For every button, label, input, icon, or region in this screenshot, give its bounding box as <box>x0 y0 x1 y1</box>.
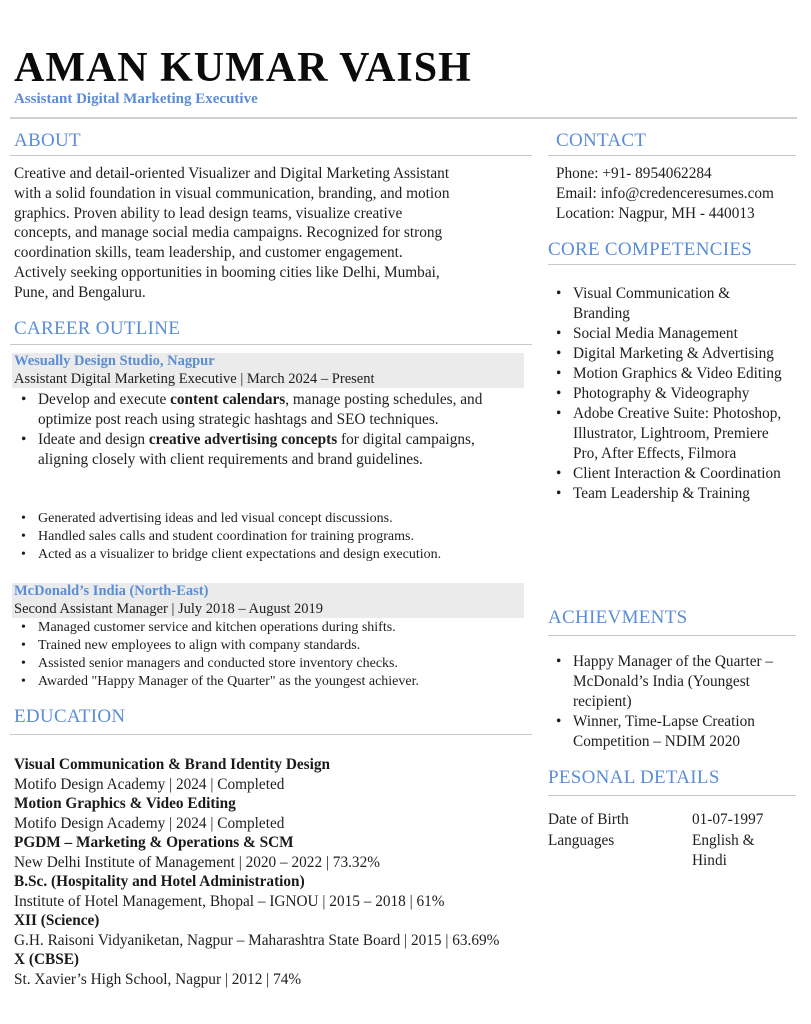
about-line: Pune, and Bengaluru. <box>14 283 146 301</box>
list-item: • Trained new employees to align with company standards. <box>14 637 526 655</box>
languages-value: English & Hindi <box>692 832 755 869</box>
edu-detail: G.H. Raisoni Vidyaniketan, Nagpur – Maharashtra State Board | 2015 | 63.69% <box>14 931 500 949</box>
list-item: • Ideate and design creative advertising concepts for digital campaigns, aligning closely with client requirements and brand guidelines. <box>14 430 526 470</box>
job-role: Second Assistant Manager | July 2018 – August 2019 <box>14 601 324 617</box>
contact-location: Location: Nagpur, MH - 440013 <box>556 204 755 222</box>
job-company: Wesually Design Studio, Nagpur <box>14 353 215 369</box>
list-item: • Motion Graphics & Video Editing <box>549 364 787 384</box>
personal-heading: PESONAL DETAILS <box>548 767 720 788</box>
education-list <box>14 755 534 989</box>
competencies-heading: CORE COMPETENCIES <box>548 239 753 260</box>
personal-divider <box>548 795 796 796</box>
edu-title: Motion Graphics & Video Editing <box>14 795 236 812</box>
list-item: • Handled sales calls and student coordination for training programs. <box>14 528 526 546</box>
list-item: • Managed customer service and kitchen operations during shifts. <box>14 619 526 637</box>
list-item: • Team Leadership & Training <box>549 484 787 504</box>
contact-email: Email: info@credenceresumes.com <box>556 184 774 202</box>
edu-detail: Institute of Hotel Management, Bhopal – IGNOU | 2015 – 2018 | 61% <box>14 892 445 910</box>
achievements-list <box>549 652 787 752</box>
career-divider <box>10 344 532 345</box>
about-heading: ABOUT <box>14 130 81 151</box>
edu-title: Visual Communication & Brand Identity Design <box>14 756 331 773</box>
list-item: • Adobe Creative Suite: Photoshop, Illustrator, Lightroom, Premiere Pro, After Effects, Filmora <box>549 404 787 464</box>
job-company: McDonald’s India (North-East) <box>14 583 209 599</box>
edu-title: X (CBSE) <box>14 951 80 968</box>
edu-title: PGDM – Marketing & Operations & SCM <box>14 834 294 851</box>
about-divider <box>10 155 532 156</box>
list-item: • Digital Marketing & Advertising <box>549 344 787 364</box>
dob-value: 01-07-1997 <box>692 811 764 828</box>
list-item: • Acted as a visualizer to bridge client expectations and design execution. <box>14 546 526 564</box>
about-text <box>14 164 539 303</box>
contact-phone: Phone: +91- 8954062284 <box>556 165 712 182</box>
job-bullets <box>14 390 526 470</box>
job-bullets <box>14 619 526 691</box>
list-item: • Winner, Time-Lapse Creation Competition – NDIM 2020 <box>549 712 787 752</box>
list-item: • Photography & Videography <box>549 384 787 404</box>
list-item: • Generated advertising ideas and led visual concept discussions. <box>14 510 526 528</box>
job-header <box>12 583 524 618</box>
about-line: concepts, and manage social media campaigns. Recognized for strong <box>14 224 443 242</box>
candidate-title: Assistant Digital Marketing Executive <box>14 91 258 107</box>
job-header <box>12 353 524 388</box>
list-item: • Client Interaction & Coordination <box>549 464 787 484</box>
edu-title: XII (Science) <box>14 912 100 929</box>
list-item: • Develop and execute content calendars, manage posting schedules, and optimize post reach using strategic hashtags and SEO techniques. <box>14 390 526 430</box>
dob-label: Date of Birth <box>548 811 629 828</box>
edu-detail: St. Xavier’s High School, Nagpur | 2012 | 74% <box>14 970 302 988</box>
edu-detail: Motifo Design Academy | 2024 | Completed <box>14 775 285 793</box>
education-heading: EDUCATION <box>14 706 126 727</box>
edu-title: B.Sc. (Hospitality and Hotel Administration) <box>14 873 305 890</box>
achievements-divider <box>548 635 796 636</box>
list-item: • Happy Manager of the Quarter – McDonald’s India (Youngest recipient) <box>549 652 787 712</box>
contact-divider <box>548 155 796 156</box>
list-item: • Assisted senior managers and conducted store inventory checks. <box>14 655 526 673</box>
about-line: Creative and detail-oriented Visualizer and Digital Marketing Assistant <box>14 165 450 182</box>
job-bullets-small <box>14 510 526 564</box>
contact-block <box>556 164 774 223</box>
edu-detail: New Delhi Institute of Management | 2020 – 2022 | 73.32% <box>14 853 380 871</box>
about-line: with a solid foundation in visual communication, branding, and motion <box>14 184 450 202</box>
list-item: • Visual Communication & Branding <box>549 284 787 324</box>
list-item: • Awarded "Happy Manager of the Quarter" as the youngest achiever. <box>14 673 526 691</box>
header-divider <box>10 117 797 119</box>
languages-label: Languages <box>548 832 615 849</box>
about-line: coordination skills, team leadership, and customer engagement. <box>14 244 403 262</box>
job-role: Assistant Digital Marketing Executive | March 2024 – Present <box>14 371 375 387</box>
competencies-list <box>549 284 787 504</box>
candidate-name: AMAN KUMAR VAISH <box>14 45 472 91</box>
education-divider <box>10 734 532 735</box>
edu-detail: Motifo Design Academy | 2024 | Completed <box>14 814 285 832</box>
about-line: graphics. Proven ability to lead design teams, visualize creative <box>14 204 403 222</box>
achievements-heading: ACHIEVMENTS <box>548 607 688 628</box>
list-item: • Social Media Management <box>549 324 787 344</box>
contact-heading: CONTACT <box>556 130 647 151</box>
competencies-divider <box>548 264 796 265</box>
career-heading: CAREER OUTLINE <box>14 318 181 339</box>
about-line: Actively seeking opportunities in booming cities like Delhi, Mumbai, <box>14 263 440 281</box>
